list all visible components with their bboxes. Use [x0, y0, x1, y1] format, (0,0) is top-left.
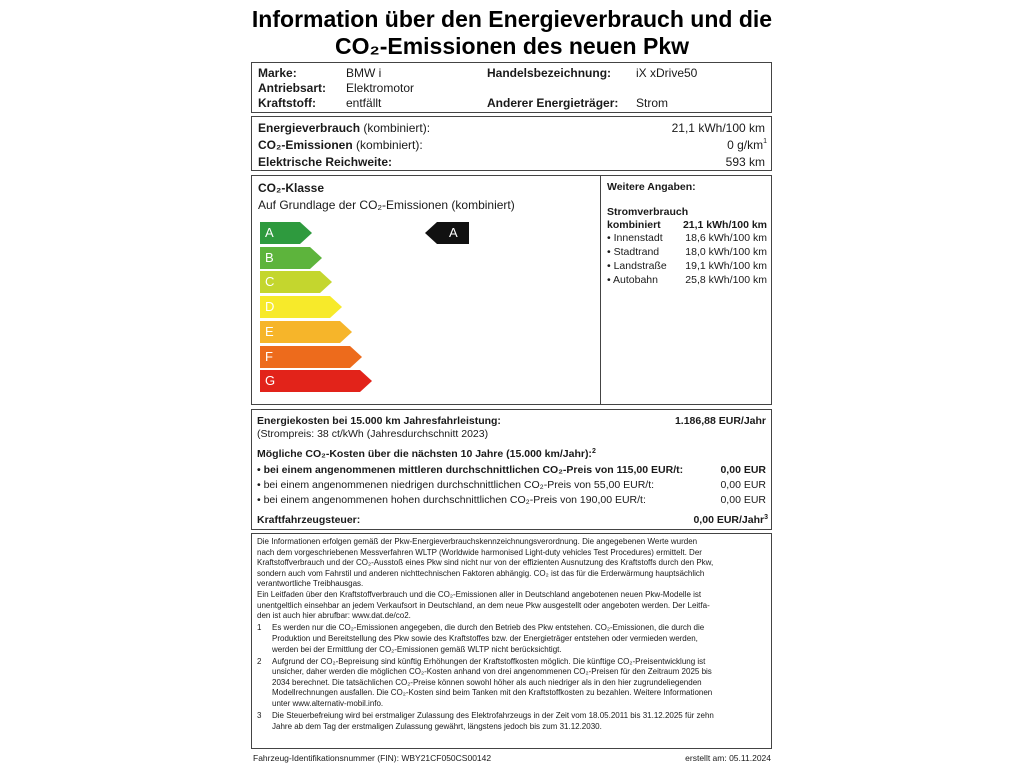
- mittel-label: • bei einem angenommenen mittleren durchschnittlichen CO₂-Preis von 115,00 EUR/t:: [257, 464, 684, 476]
- row-value: 25,8 kWh/100 km: [685, 274, 767, 286]
- class-letter: A: [265, 225, 274, 240]
- energiekosten-value: 1.186,88 EUR/Jahr: [674, 415, 766, 427]
- mittel-value: 0,00 EUR: [720, 464, 766, 476]
- antrieb-label: Antriebsart:: [258, 81, 327, 95]
- class-letter: G: [265, 373, 276, 389]
- row-value: 19,1 kWh/100 km: [685, 260, 767, 272]
- moegliche-row: [257, 448, 596, 460]
- class-letter: C: [265, 274, 275, 290]
- hoch-label: • bei einem angenommenen hohen durchschnittlichen CO₂-Preis von 190,00 EUR/t:: [257, 494, 646, 506]
- created-date: erstellt am: 05.11.2024: [685, 753, 771, 763]
- marke-value: BMW i: [346, 66, 382, 80]
- co2-label: CO₂-Emissionen: [258, 138, 353, 152]
- kombiniert-value: 21,1 kWh/100 km: [682, 219, 767, 231]
- co2-row: [258, 138, 423, 152]
- hoch-value: 0,00 EUR: [720, 494, 766, 506]
- footnote-line: unter www.alternativ-mobil.info.: [272, 699, 384, 708]
- co2-class-g: [260, 370, 372, 392]
- footnote-line: unsicher, daher werden die möglichen CO₂-Kosten anhand von drei angenommenen CO₂-Preisen für den Zeitraum 2025 bis: [272, 667, 712, 677]
- info-line: den ist auch hier abrufbar: www.dat.de/co2.: [257, 611, 411, 621]
- costs-box: [251, 409, 772, 530]
- class-letter: F: [265, 348, 273, 364]
- row-label: • Stadtrand: [607, 246, 660, 258]
- footnote-line: Produktion und Bereitstellung des Pkw sowie des Kraftstoffes bzw. der Energieträger entstehen oder vermieden werden,: [272, 633, 698, 643]
- footnote-line: Modellrechnungen ausfallen. Die CO₂-Kosten sind beim Tanken mit den Kraftstoffkosten zu bezahlen. Weitere Informationen: [272, 688, 713, 698]
- info-line: nach dem vorgeschriebenen Messverfahren WLTP (Worldwide harmonised Light-duty vehicles Test Procedures) ermittelt. Der: [257, 547, 702, 557]
- footnote-line: Aufgrund der CO₂-Bepreisung sind künftig Erhöhungen der Kraftstoffkosten möglich. Die künftige CO₂-Preisentwicklung ist: [272, 656, 706, 666]
- info-line: unentgeltlich einsehbar an jedem Verkaufsort in Deutschland, an dem neue Pkw ausgestellt oder angeboten werden. Der Leitfa-: [257, 600, 710, 610]
- energie-suffix: (kombiniert):: [360, 121, 431, 135]
- niedrig-label: • bei einem angenommenen niedrigen durchschnittlichen CO₂-Preis von 55,00 EUR/t:: [257, 479, 655, 491]
- energietraeger-label: Anderer Energieträger:: [487, 96, 619, 110]
- co2-class-a: [260, 222, 312, 244]
- info-line: sondern auch vom Fahrstil und anderen nichttechnischen Faktoren abhängig. CO₂ ist das für die Erderwärmung hauptsächlich: [257, 568, 705, 578]
- kraftstoff-label: Kraftstoff:: [258, 96, 316, 110]
- co2-class-e: [260, 321, 352, 343]
- energiekosten-label: Energiekosten bei 15.000 km Jahresfahrleistung:: [257, 415, 501, 427]
- current-class-arrow-shape: [425, 222, 469, 244]
- handels-label: Handelsbezeichnung:: [487, 66, 612, 80]
- steuer-value: 0,00 EUR/Jahr: [693, 514, 765, 526]
- footnote-line: 2034 berechnet. Die tatsächlichen CO₂-Preise können sowohl höher als auch niedriger als in den hier zugrundeliegenden: [272, 677, 702, 687]
- current-class-letter: A: [449, 225, 458, 240]
- co2-footnote: 1: [763, 138, 767, 145]
- steuer-footnote: 3: [764, 514, 768, 521]
- current-class-marker: [425, 222, 469, 244]
- footnote-line: Es werden nur die CO₂-Emissionen angegeben, die durch den Betrieb des Pkw entstehen. CO₂-Emissionen, die durch die: [272, 623, 705, 633]
- co2-value: 0 g/km: [727, 138, 764, 152]
- moegliche-footnote: 2: [591, 448, 596, 455]
- strompreis-note: (Strompreis: 38 ct/kWh (Jahresdurchschnitt 2023): [257, 428, 489, 440]
- class-letter: E: [265, 323, 274, 339]
- class-arrow-shape: [260, 346, 362, 368]
- antrieb-value: Elektromotor: [346, 81, 415, 95]
- consumption-box: [251, 116, 772, 171]
- marke-label: Marke:: [258, 66, 297, 80]
- row-value: 18,6 kWh/100 km: [685, 232, 767, 244]
- page-title: Information über den Energieverbrauch und die: [251, 6, 773, 32]
- co2-class-d: [260, 296, 342, 318]
- row-label: • Innenstadt: [607, 232, 663, 244]
- footnote-line: Jahre ab dem Tag der erstmaligen Zulassung gewährt, längstens jedoch bis zum 31.12.2030.: [272, 721, 602, 731]
- co2-value-row: [727, 138, 767, 152]
- footnote-number: 1: [257, 623, 262, 633]
- co2-class-box: [251, 175, 772, 405]
- steuer-value-row: [693, 514, 768, 526]
- column-divider: [600, 176, 601, 404]
- reichweite-label: Elektrische Reichweite:: [258, 155, 393, 169]
- co2-class-f: [260, 346, 362, 368]
- energietraeger-value: Strom: [636, 96, 669, 110]
- row-value: 18,0 kWh/100 km: [685, 246, 767, 258]
- footnote-line: Die Steuerbefreiung wird bei erstmaliger Zulassung des Elektrofahrzeugs in der Zeit vom 18.05.2011 bis 31.12.2025 für zehn: [272, 711, 714, 721]
- kraftstoff-value: entfällt: [346, 96, 382, 110]
- energie-value: 21,1 kWh/100 km: [671, 121, 765, 135]
- info-line: Kraftstoffverbrauch und der CO₂-Ausstoß eines Pkw sind nicht nur von der effizienten Ausnutzung des Kraftstoffs durch den Pkw,: [257, 558, 714, 568]
- steuer-label: Kraftfahrzeugsteuer:: [257, 514, 361, 526]
- co2-class-b: [260, 247, 322, 269]
- footnote-number: 2: [257, 656, 262, 666]
- kombiniert-label: kombiniert: [607, 219, 661, 231]
- energie-row: [258, 121, 430, 135]
- co2-class-subtitle: Auf Grundlage der CO₂-Emissionen (kombiniert): [258, 198, 515, 212]
- footnote-line: werden bei der Ermittlung der CO₂-Emissionen gemäß WLTP nicht berücksichtigt.: [272, 644, 562, 654]
- niedrig-value: 0,00 EUR: [720, 479, 766, 491]
- row-label: • Autobahn: [607, 274, 658, 286]
- info-line: verantwortliche Treibhausgas.: [257, 579, 364, 589]
- page-subtitle: CO₂-Emissionen des neuen Pkw: [334, 33, 690, 59]
- fin-text: Fahrzeug-Identifikationsnummer (FIN): WBY21CF050CS00142: [253, 753, 492, 763]
- info-line: Die Informationen erfolgen gemäß der Pkw-Energieverbrauchskennzeichnungsverordnung. Die angegebenen Werte wurden: [257, 537, 698, 546]
- class-letter: B: [265, 249, 274, 265]
- footnote-number: 3: [257, 711, 262, 721]
- co2-class-c: [260, 271, 332, 293]
- co2-class-title: CO₂-Klasse: [258, 181, 325, 195]
- handels-value: iX xDrive50: [636, 66, 698, 80]
- strom-title: Stromverbrauch: [607, 206, 689, 218]
- info-box: [251, 533, 772, 749]
- class-letter: D: [265, 299, 275, 315]
- info-line: Ein Leitfaden über den Kraftstoffverbrauch und die CO₂-Emissionen aller in Deutschland angebotenen neuen Pkw-Modelle ist: [257, 590, 702, 599]
- reichweite-value: 593 km: [725, 155, 765, 169]
- moegliche-label: Mögliche CO₂-Kosten über die nächsten 10 Jahre (15.000 km/Jahr):: [257, 448, 592, 460]
- co2-suffix: (kombiniert):: [352, 138, 423, 152]
- row-label: • Landstraße: [607, 260, 667, 272]
- class-arrow-shape: [260, 370, 372, 392]
- further-title: Weitere Angaben:: [607, 181, 696, 193]
- vehicle-box: [251, 62, 772, 113]
- energie-label: Energieverbrauch: [258, 121, 361, 135]
